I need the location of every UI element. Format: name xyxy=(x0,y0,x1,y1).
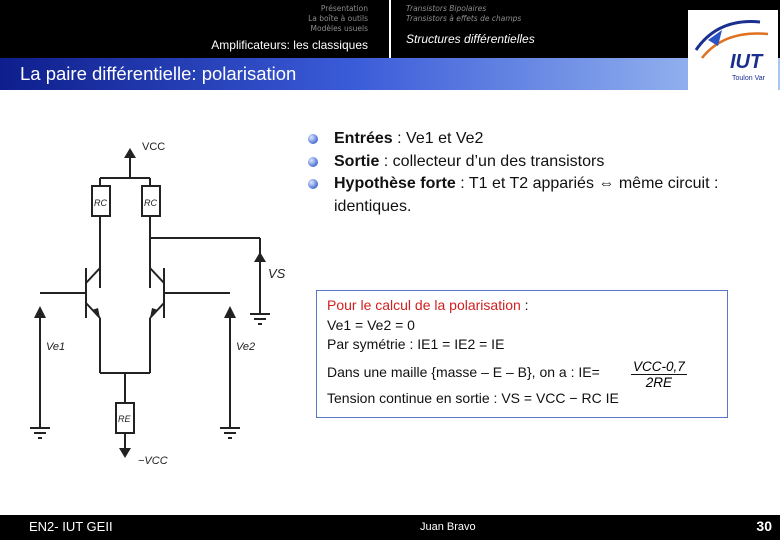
page-number: 30 xyxy=(756,518,772,534)
svg-text:VS: VS xyxy=(268,266,286,281)
differential-pair-circuit xyxy=(20,128,310,478)
bullet-item: Hypothèse forte : T1 et T2 appariés ⇔ même circuit : identiques. xyxy=(308,173,768,218)
bullet-item: Sortie : collecteur d’un des transistors xyxy=(308,151,768,174)
equation-inputs: Ve1 = Ve2 = 0 xyxy=(327,316,415,333)
slide-title: La paire différentielle: polarisation xyxy=(20,63,297,84)
svg-text:−VCC: −VCC xyxy=(138,455,168,467)
bullet-dot-icon xyxy=(308,157,318,167)
nav-current-subsection[interactable]: Structures différentielles xyxy=(406,32,535,46)
box-heading: Pour le calcul de la polarisation : xyxy=(327,297,529,313)
footer-bar xyxy=(0,515,780,540)
nav-divider xyxy=(389,0,391,58)
nav-link-fet[interactable]: Transistors à effets de champs xyxy=(406,14,522,23)
svg-text:VCC: VCC xyxy=(142,141,166,153)
nav-link-models[interactable]: Modèles usuels xyxy=(310,24,368,33)
nav-current-section[interactable]: Amplificateurs: les classiques xyxy=(211,38,368,52)
iut-logo xyxy=(688,10,778,90)
nav-link-bipolar[interactable]: Transistors Bipolaires xyxy=(406,4,487,13)
footer-author: Juan Bravo xyxy=(420,521,476,533)
nav-left xyxy=(150,4,368,52)
footer-course: EN2- IUT GEII xyxy=(29,519,113,534)
svg-text:Ve2: Ve2 xyxy=(236,341,256,353)
svg-text:Ve1: Ve1 xyxy=(46,341,66,353)
bullet-dot-icon xyxy=(308,179,318,189)
svg-text:RE: RE xyxy=(118,414,131,424)
svg-text:RC: RC xyxy=(94,198,107,208)
bullet-list xyxy=(308,128,768,218)
equation-output: Tension continue en sortie : VS = VCC − RC IE xyxy=(327,390,619,406)
ie-fraction xyxy=(631,359,687,390)
fraction-numerator: VCC-0,7 xyxy=(633,359,685,374)
nav-right xyxy=(406,4,535,46)
svg-text:Toulon Var: Toulon Var xyxy=(732,75,765,82)
svg-text:IUT: IUT xyxy=(730,51,763,73)
bullet-dot-icon xyxy=(308,134,318,144)
fraction-denominator: 2RE xyxy=(645,375,673,390)
equation-mesh: Dans une maille {masse – E – B}, on a : IE= xyxy=(327,363,600,380)
nav-link-toolbox[interactable]: La boîte à outils xyxy=(308,14,368,23)
equation-symmetry: Par symétrie : IE1 = IE2 = IE xyxy=(327,336,505,352)
nav-link-presentation[interactable]: Présentation xyxy=(320,4,368,13)
bullet-item: Entrées : Ve1 et Ve2 xyxy=(308,128,768,151)
svg-text:RC: RC xyxy=(144,198,157,208)
polarisation-calculation-box xyxy=(316,290,728,418)
